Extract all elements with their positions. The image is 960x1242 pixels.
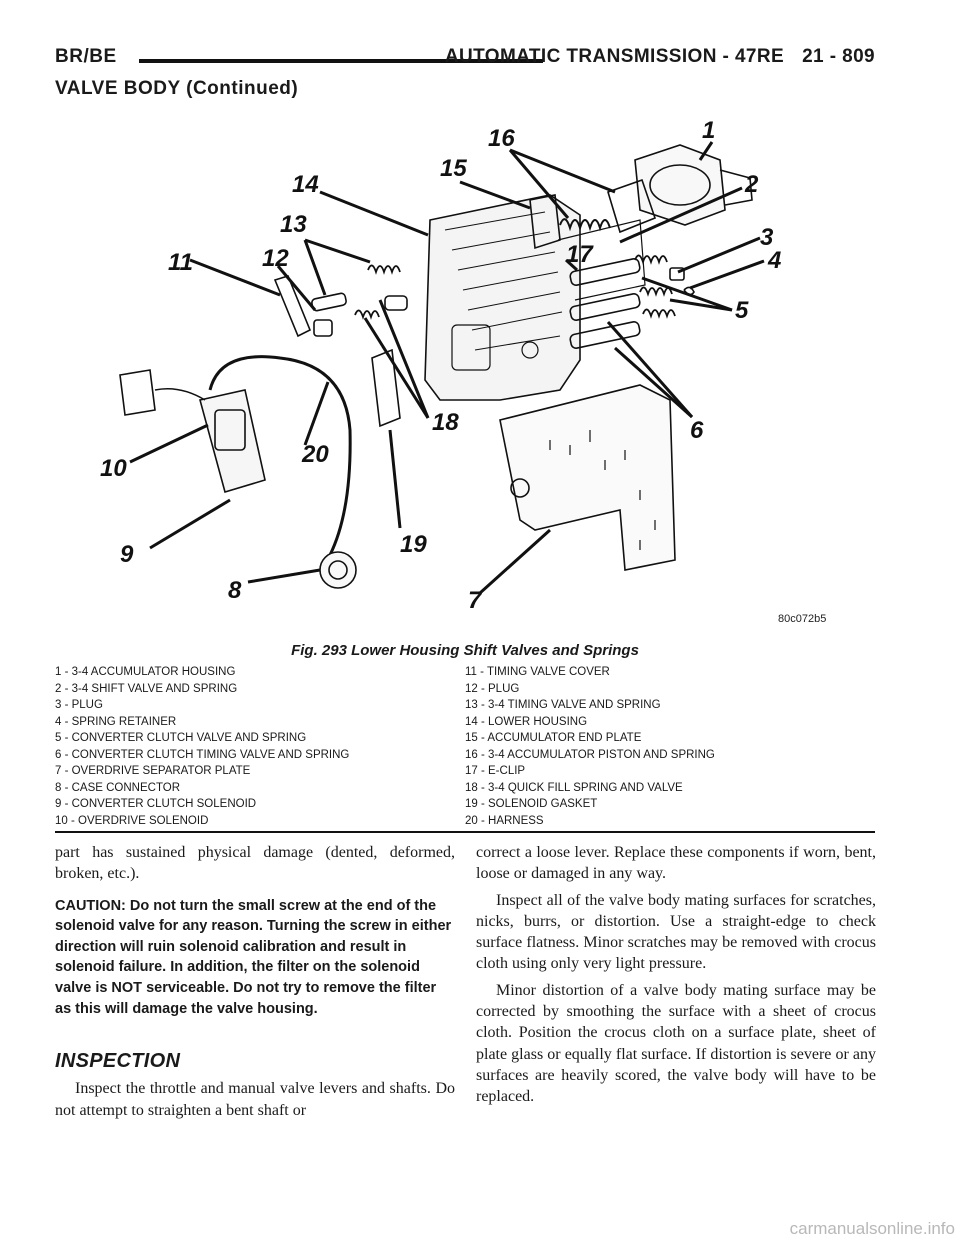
legend-item: 6 - CONVERTER CLUTCH TIMING VALVE AND SPRING <box>55 748 350 761</box>
legend-item: 4 - SPRING RETAINER <box>55 715 177 728</box>
callout-17: 17 <box>566 241 593 268</box>
figure-caption: Fig. 293 Lower Housing Shift Valves and Springs <box>291 642 639 659</box>
legend-item: 8 - CASE CONNECTOR <box>55 781 181 794</box>
callout-5: 5 <box>735 297 749 324</box>
callout-8: 8 <box>228 577 242 604</box>
callout-20: 20 <box>302 441 329 468</box>
paragraph-damage: part has sustained physical damage (dented, deformed, broken, etc.). <box>55 844 455 883</box>
paragraph-mating-surfaces: Inspect all of the valve body mating surfaces for scratches, nicks, burrs, or distortion. Use a straight-edge to check surface flatness. Minor scratches may be removed with crocus cloth using only very light pressure. <box>476 891 876 973</box>
callout-1: 1 <box>702 117 716 144</box>
legend-item: 14 - LOWER HOUSING <box>465 715 588 728</box>
legend-item: 12 - PLUG <box>465 682 520 695</box>
callout-12: 12 <box>262 245 289 272</box>
callout-19: 19 <box>400 531 427 558</box>
legend-item: 3 - PLUG <box>55 699 103 711</box>
callout-6: 6 <box>690 417 704 444</box>
legend-item: 10 - OVERDRIVE SOLENOID <box>55 814 209 827</box>
legend-right-column <box>465 664 875 829</box>
callout-18: 18 <box>432 409 459 436</box>
legend-item: 16 - 3-4 ACCUMULATOR PISTON AND SPRING <box>465 748 715 761</box>
page-header <box>55 46 875 76</box>
paragraph-distortion: Minor distortion of a valve body mating surface may be corrected by smoothing the surface with a sheet of crocus cloth. Position the crocus cloth on a surface plate, sheet of plate glass or equally flat surface. If distortion is severe or any surfaces are heavily scored, the valve body will have to be replaced. <box>476 981 876 1106</box>
header-title: AUTOMATIC TRANSMISSION - 47RE <box>444 46 785 67</box>
caution-note: CAUTION: Do not turn the small screw at the end of the solenoid valve for any reason. Turning the screw in either direction will ruin solenoid calibration and result in solenoid failure. In addition, the filter on the solenoid valve is NOT serviceable. Do not try to remove the filter as this will damage the valve housing. <box>55 897 452 1017</box>
callout-2: 2 <box>745 171 759 198</box>
legend-item: 2 - 3-4 SHIFT VALVE AND SPRING <box>55 682 238 695</box>
callout-16: 16 <box>488 125 515 152</box>
legend-item: 11 - TIMING VALVE COVER <box>465 666 610 678</box>
body-left-column <box>55 842 455 1121</box>
legend-item: 9 - CONVERTER CLUTCH SOLENOID <box>55 798 257 810</box>
page-number: 21 - 809 <box>802 46 875 67</box>
callout-4: 4 <box>768 247 782 274</box>
legend-item: 17 - E-CLIP <box>465 765 526 777</box>
header-model: BR/BE <box>55 46 117 67</box>
callout-11: 11 <box>168 249 193 276</box>
legend-item: 7 - OVERDRIVE SEPARATOR PLATE <box>55 765 251 777</box>
paragraph-loose-lever: correct a loose lever. Replace these components if worn, bent, loose or damaged in any way. <box>476 844 876 883</box>
body-right-column <box>476 842 876 1108</box>
paragraph-inspect-levers: Inspect the throttle and manual valve levers and shafts. Do not attempt to straighten a bent shaft or <box>55 1080 455 1119</box>
legend-left-column <box>55 664 465 829</box>
figure-code: 80c072b5 <box>778 613 827 625</box>
inspection-heading: INSPECTION <box>55 1050 181 1073</box>
callout-15: 15 <box>440 155 467 182</box>
legend-item: 20 - HARNESS <box>465 814 544 827</box>
legend-item: 19 - SOLENOID GASKET <box>465 798 598 810</box>
callout-10: 10 <box>100 455 127 482</box>
figure-exploded-view <box>80 100 880 640</box>
legend-item: 5 - CONVERTER CLUTCH VALVE AND SPRING <box>55 732 307 744</box>
figure-legend <box>55 664 875 833</box>
callout-3: 3 <box>760 224 774 251</box>
callout-7: 7 <box>468 587 482 614</box>
legend-item: 15 - ACCUMULATOR END PLATE <box>465 732 642 744</box>
callout-14: 14 <box>292 171 319 198</box>
legend-item: 18 - 3-4 QUICK FILL SPRING AND VALVE <box>465 781 683 794</box>
header-title-group <box>445 46 875 68</box>
valve-body-diagram <box>80 100 880 640</box>
callout-9: 9 <box>120 541 134 568</box>
section-title: VALVE BODY (Continued) <box>55 78 299 99</box>
legend-item: 13 - 3-4 TIMING VALVE AND SPRING <box>465 699 661 711</box>
callout-13: 13 <box>280 211 307 238</box>
watermark: carmanualsonline.info <box>789 1219 955 1238</box>
legend-item: 1 - 3-4 ACCUMULATOR HOUSING <box>55 666 236 678</box>
